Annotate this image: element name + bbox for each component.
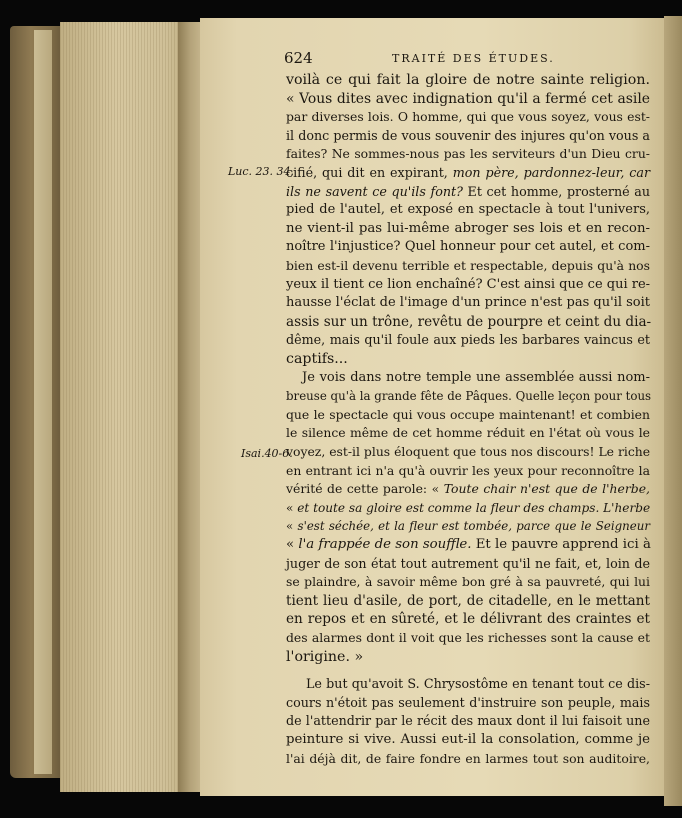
- text-line: [286, 750, 650, 768]
- text-segment: captifs...: [286, 351, 348, 367]
- italic-segment: ils ne savent ce qu'ils font?: [286, 184, 463, 199]
- text-line: [286, 145, 650, 163]
- text-segment: Je vois dans notre temple une assemblée aussi nom-: [302, 370, 650, 385]
- text-segment: l'ai déjà dit, de faire fondre en larmes tout son auditoire,: [286, 751, 650, 766]
- text-line: [286, 90, 650, 108]
- text-line: [286, 536, 650, 554]
- text-segment: yeux il tient ce lion enchaîné? C'est ainsi que ce qui re-: [286, 277, 651, 292]
- text-line: [302, 369, 650, 387]
- text-segment: se plaindre, à savoir même bon gré à sa pauvreté, qui lui: [286, 574, 650, 589]
- italic-segment: l'a frappée de son souffle.: [298, 537, 472, 552]
- text-line: [286, 387, 650, 405]
- text-line: [286, 731, 650, 749]
- text-segment: Le but qu'avoit S. Chrysostôme en tenant tout ce dis-: [306, 676, 650, 691]
- text-line: [286, 499, 650, 517]
- text-line: [286, 648, 650, 666]
- text-segment: assis sur un trône, revêtu de pourpre et ceint du dia-: [286, 314, 652, 330]
- text-line: [286, 462, 650, 480]
- text-segment: que le spectacle qui vous occupe maintenant! et combien: [286, 407, 650, 422]
- text-segment: faites? Ne sommes-nous pas les serviteurs d'un Dieu cru-: [286, 146, 650, 161]
- text-line: [286, 220, 650, 238]
- text-segment: «: [286, 519, 298, 533]
- text-line: [286, 443, 650, 461]
- text-line: [286, 108, 650, 126]
- text-line: [286, 313, 650, 331]
- running-head: TRAITÉ DES ÉTUDES.: [392, 52, 555, 65]
- margin-note-luke: Luc. 23. 34.: [228, 165, 295, 178]
- text-line: [286, 712, 650, 730]
- text-segment: Et cet homme, prosterné au: [462, 184, 650, 199]
- text-segment: en repos et en sûreté, et le délivrant des craintes et: [286, 611, 650, 627]
- italic-segment: et toute sa gloire est comme la fleur des champs. L'herbe: [297, 501, 651, 515]
- text-segment: breuse qu'à la grande fête de Pâques. Quelle leçon pour tous: [286, 389, 652, 403]
- text-segment: juger de son état tout autrement qu'il ne fait, et, loin de: [286, 556, 650, 571]
- italic-segment: s'est séchée, et la fleur est tombée, parce que le Seigneur: [297, 519, 650, 533]
- text-segment: «: [286, 537, 299, 552]
- text-segment: cours n'étoit pas seulement d'instruire son peuple, mais: [286, 695, 650, 710]
- text-line: [286, 164, 650, 182]
- text-line: [286, 555, 650, 573]
- text-line: [286, 257, 650, 275]
- text-segment: noître l'injustice? Quel honneur pour cet autel, et com-: [286, 239, 650, 254]
- text-segment: bien est-il devenu terrible et respectable, depuis qu'à nos: [286, 258, 650, 273]
- facing-page-edge: [664, 16, 682, 806]
- text-segment: des alarmes dont il voit que les richesses sont la cause et: [286, 630, 650, 645]
- text-segment: cifié, qui dit en expirant,: [286, 165, 453, 180]
- text-line: [286, 610, 650, 628]
- page-number: 624: [284, 49, 313, 67]
- text-line: [286, 201, 650, 219]
- text-segment: voilà ce qui fait la gloire de notre sainte religion.: [286, 72, 650, 88]
- text-segment: peinture si vive. Aussi eut-il la consolation, comme je: [286, 732, 650, 747]
- text-line: [286, 424, 650, 442]
- text-segment: « Vous dites avec indignation qu'il a fermé cet asile: [286, 91, 650, 107]
- text-line: [286, 406, 650, 424]
- book-spine-edge: [34, 30, 52, 774]
- italic-segment: Toute chair n'est que de l'herbe,: [443, 481, 650, 496]
- text-line: [286, 276, 650, 294]
- text-segment: tient lieu d'asile, de port, de citadelle, en le mettant: [286, 593, 650, 609]
- text-segment: ne vient-il pas lui-même abroger ses lois et en recon-: [286, 221, 650, 236]
- text-segment: en entrant ici n'a qu'à ouvrir les yeux pour reconnoître la: [286, 463, 650, 478]
- text-line: [286, 517, 650, 535]
- text-segment: «: [286, 501, 298, 515]
- text-line: [286, 573, 650, 591]
- text-segment: l'origine. »: [286, 649, 364, 665]
- text-line: [286, 294, 650, 312]
- text-segment: voyez, est-il plus éloquent que tous nos discours! Le riche: [286, 444, 651, 459]
- text-line: [286, 127, 650, 145]
- text-line: [286, 238, 650, 256]
- italic-segment: mon père, pardonnez-leur, car: [452, 165, 651, 180]
- text-segment: Et le pauvre apprend ici à: [471, 537, 651, 552]
- text-line: [286, 592, 650, 610]
- text-line: [286, 331, 650, 349]
- text-segment: il donc permis de vous souvenir des injures qu'on vous a: [286, 128, 650, 143]
- text-segment: par diverses lois. O homme, qui que vous soyez, vous est-: [286, 109, 650, 124]
- text-segment: le silence même de cet homme réduit en l'état où vous le: [286, 425, 650, 440]
- text-segment: de l'attendrir par le récit des maux dont il lui faisoit une: [286, 713, 650, 728]
- text-line: [286, 350, 650, 368]
- text-segment: dême, mais qu'il foule aux pieds les barbares vaincus et: [286, 332, 650, 347]
- margin-note-isaiah: Isai.40-6.: [241, 447, 293, 460]
- text-line: [286, 71, 650, 89]
- text-line: [286, 629, 650, 647]
- text-segment: hausse l'éclat de l'image d'un prince n'est pas qu'il soit: [286, 295, 650, 310]
- text-line: [286, 694, 650, 712]
- text-segment: pied de l'autel, et exposé en spectacle à tout l'univers,: [286, 202, 650, 217]
- text-line: [286, 183, 650, 201]
- text-segment: vérité de cette parole: «: [286, 481, 444, 496]
- text-line: [286, 480, 650, 498]
- text-line: [306, 675, 650, 693]
